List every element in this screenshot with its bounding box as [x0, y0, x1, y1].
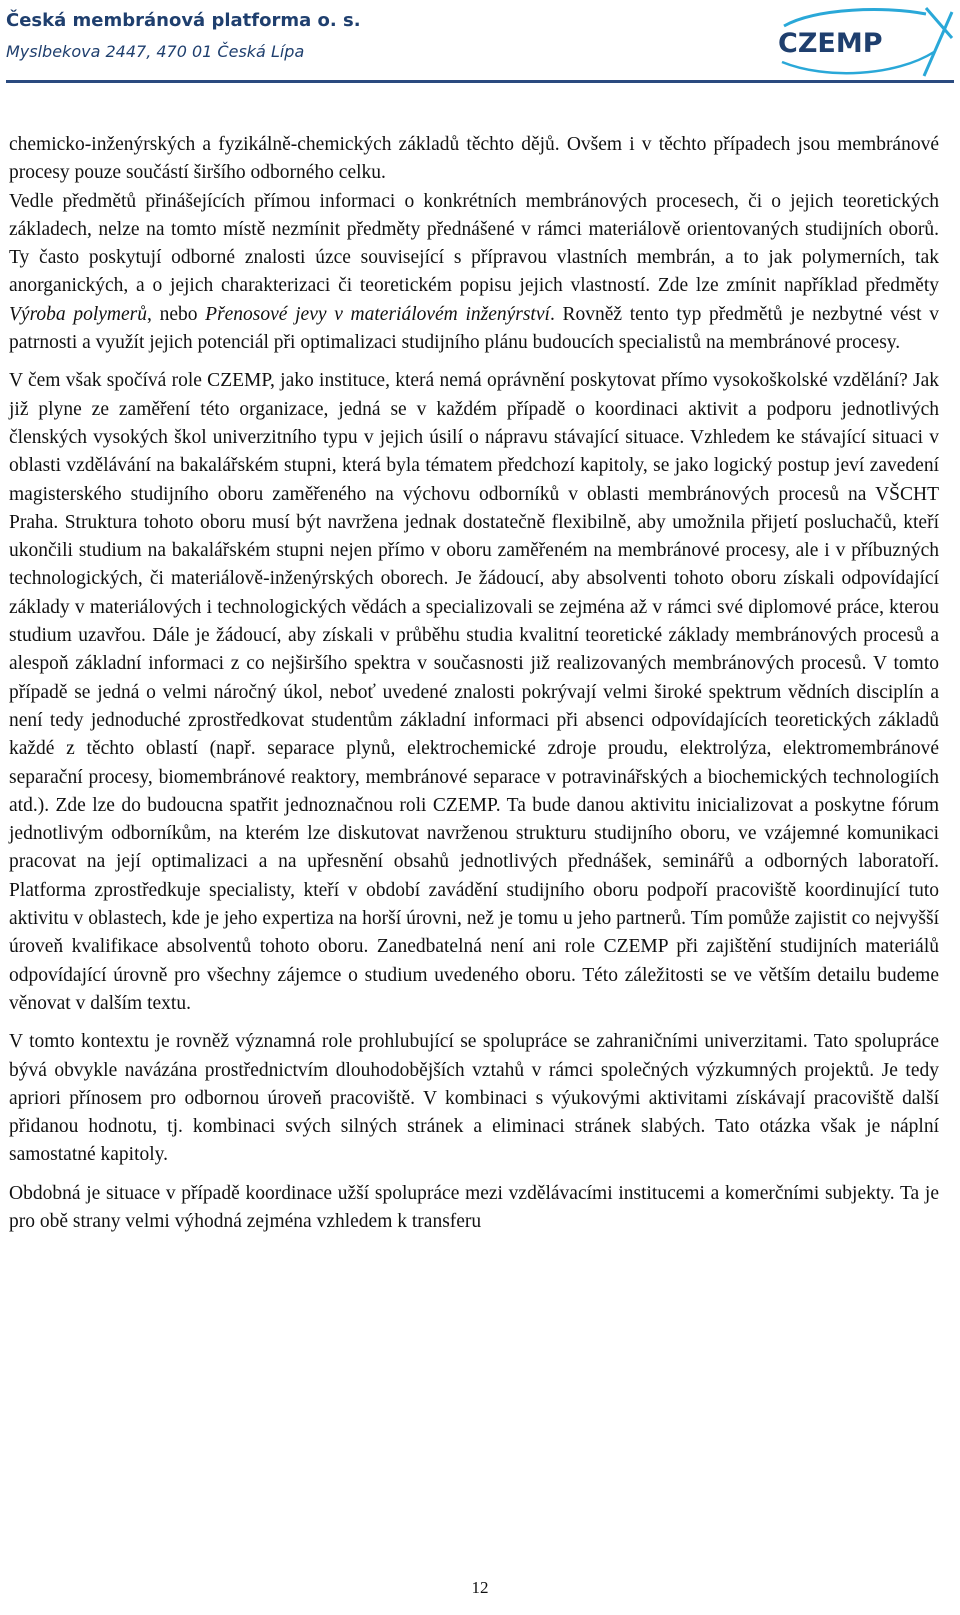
- czemp-logo: [776, 4, 956, 80]
- organization-address: Myslbekova 2447, 470 01 Česká Lípa: [6, 42, 305, 61]
- page-number: 12: [471, 1578, 489, 1597]
- paragraph-3: V čem však spočívá role CZEMP, jako instituce, která nemá oprávnění poskytovat přímo vysokoškolské vzdělání? Jak již plyne ze zaměření této organizace, jedná se v každém případě o koordinaci aktivit a podporu jednotlivých členských vysokých škol univerzitního typu v jejich úsilí o nápravu stávající situace. Vzhledem ke stávající situaci v oblasti vzdělávání na bakalářském stupni, která byla tématem předchozí kapitoly, se jako logický postup jeví zavedení magisterského studijního oboru zaměřeného na výchovu odborníků v oblasti membránových procesů na VŠCHT Praha. Struktura tohoto oboru musí být navržena jednak dostatečně flexibilně, aby umožnila přijetí posluchačů, kteří ukončili studium na bakalářském stupni nejen přímo v oboru zaměřeném na membránové procesy, ale i v příbuzných technologických, či materiálově-inženýrských oborech. Je žádoucí, aby absolventi tohoto oboru získali odpovídající základy v materiálových i technologických vědách a specializovali se zejména až v rámci své diplomové práce, kterou studium uzavřou. Dále je žádoucí, aby získali v průběhu studia kvalitní teoretické základy membránových procesů a alespoň základní informaci z co nejširšího spektra v současnosti již realizovaných membránových procesů. V tomto případě se jedná o velmi náročný úkol, neboť uvedené znalosti pokrývají velmi široké spektrum vědních disciplín a není tedy jednoduché zprostředkovat studentům základní informaci při absenci odpovídajících teoretických základů každé z těchto oblastí (např. separace plynů, elektrochemické zdroje proudu, elektrolýza, elektromembránové separační procesy, biomembránové reaktory, membránové separace v potravinářských a biochemických technologiích atd.). Zde lze do budoucna spatřit jednoznačnou roli CZEMP. Ta bude danou aktivitu inicializovat a poskytne fórum jednotlivým odborníkům, na kterém lze diskutovat navrženou strukturu studijního oboru, ve vzájemné komunikaci pracovat na její optimalizaci a na upřesnění obsahů jednotlivých přednášek, seminářů a odborných laboratoří. Platforma zprostředkuje specialisty, kteří v období zavádění studijního oboru podpoří pracoviště koordinující tuto aktivitu v oblastech, kde je jeho expertiza na horší úrovni, než je tomu u jeho partnerů. Tím pomůže zajistit co nejvyšší úroveň kvalifikace absolventů tohoto oboru. Zanedbatelná není ani role CZEMP při zajištění studijních materiálů odpovídající úrovně pro všechny zájemce o studium uvedeného oboru. Této záležitosti se ve větším detailu budeme věnovat v dalším textu.: [9, 370, 939, 1014]
- course-title-transport-phenomena: Přenosové jevy v materiálovém inženýrství: [205, 303, 550, 325]
- paragraph-2: [9, 188, 939, 358]
- paragraph-2-text-a: Vedle předmětů přinášejících přímou informaci o konkrétních membránových procesech, či o jejich teoretických základech, nelze na tomto místě nezmínit předměty přednášené v rámci materiálově orientovaných studijních oborů. Ty často poskytují odborné znalosti úzce související s přípravou vlastních membrán, a to jak polymerních, tak anorganických, a o jejich charakterizaci či teoretickém popisu jejich vlastností. Zde lze zmínit například předměty: [9, 190, 939, 297]
- page-header: [0, 0, 960, 80]
- course-title-polymer-production: Výroba polymerů: [9, 303, 148, 325]
- paragraph-4: V tomto kontextu je rovněž významná role prohlubující se spolupráce se zahraničními univerzitami. Tato spolupráce bývá obvykle navázána prostřednictvím dlouhodobějších vztahů v rámci společných výzkumných projektů. Je tedy apriori přínosem pro odbornou úroveň pracoviště. V kombinaci s výukovými aktivitami získávají pracoviště další přidanou hodnotu, tj. kombinaci svých silných stránek a eliminaci stránek slabých. Tato otázka však je náplní samostatné kapitoly.: [9, 1031, 939, 1166]
- header-divider: [6, 80, 954, 83]
- document-body: [9, 131, 939, 1246]
- paragraph-1: chemicko-inženýrských a fyzikálně-chemických základů těchto dějů. Ovšem i v těchto případech jsou membránové procesy pouze součástí širšího odborného celku.: [9, 134, 939, 184]
- paragraph-5: Obdobná je situace v případě koordinace užší spolupráce mezi vzdělávacími institucemi a komerčními subjekty. Ta je pro obě strany velmi výhodná zejména vzhledem k transferu: [9, 1182, 939, 1232]
- paragraph-2-text-b: , nebo: [147, 303, 206, 325]
- organization-name: Česká membránová platforma o. s.: [6, 10, 361, 31]
- logo-text: CZEMP: [778, 28, 883, 59]
- paragraph-2-text-c: . Rovněž tento typ předmětů je nezbytné vést v patrnosti a využít jejich potenciál při optimalizaci studijního plánu budoucích specialistů na membránové procesy.: [9, 303, 939, 354]
